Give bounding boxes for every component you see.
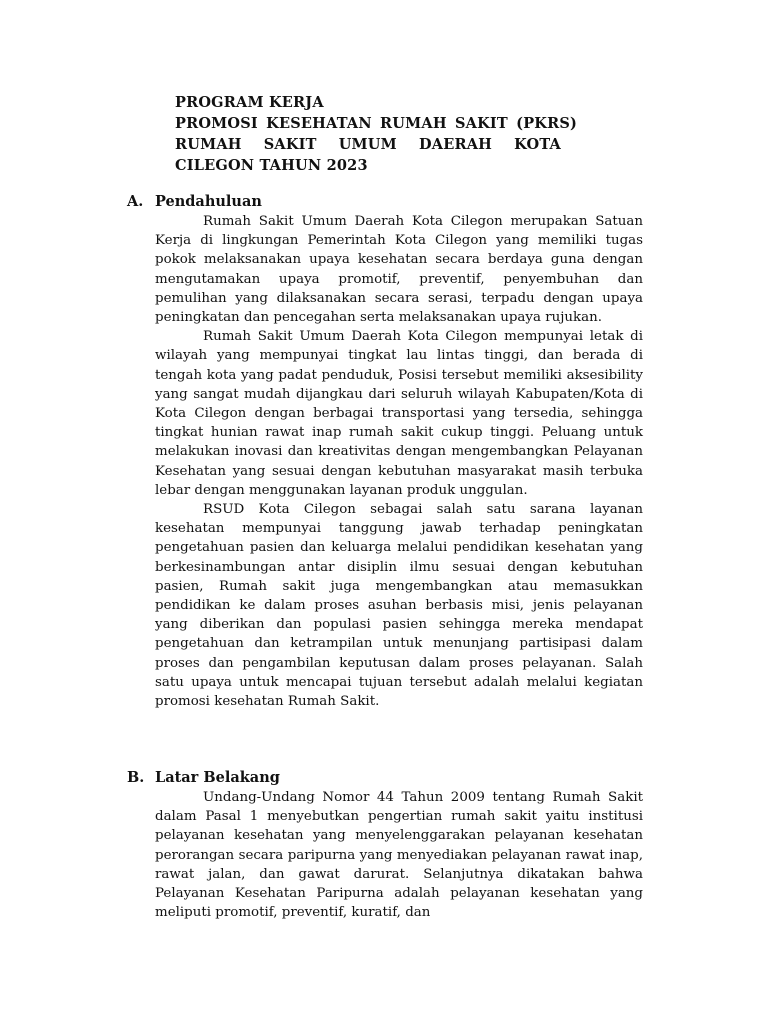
title-line-1: PROGRAM KERJA [175, 94, 324, 111]
section-a-heading [127, 192, 262, 212]
section-a-title: Pendahuluan [155, 193, 262, 210]
section-a-marker: A. [127, 193, 144, 210]
title-line-4: CILEGON TAHUN 2023 [175, 157, 368, 174]
section-b-title: Latar Belakang [155, 769, 280, 786]
document-title [175, 92, 578, 176]
paragraph: RSUD Kota Cilegon sebagai salah satu sarana layanan kesehatan mempunyai tanggung jawab terhadap peningkatan pengetahuan pasien dan keluarga melalui pendidikan kesehatan yang berkesinambungan antar disiplin ilmu sesuai dengan kebutuhan pasien, Rumah sakit juga mengembangkan atau memasukkan pendidikan ke dalam proses asuhan berbasis misi, jenis pelayanan yang diberikan dan populasi pasien sehingga mereka mendapat pengetahuan dan ketrampilan untuk menunjang partisipasi dalam proses dan pengambilan keputusan dalam proses pelayanan. Salah satu upaya untuk mencapai tujuan tersebut adalah melalui kegiatan promosi kesehatan Rumah Sakit. [155, 502, 643, 710]
title-line-3: RUMAH SAKIT UMUM DAERAH KOTA [175, 136, 561, 153]
section-b-heading [127, 768, 280, 788]
section-b-body [155, 788, 643, 922]
section-a-body [155, 212, 643, 711]
title-line-2: PROMOSI KESEHATAN RUMAH SAKIT (PKRS) [175, 115, 578, 132]
section-b-marker: B. [127, 769, 145, 786]
paragraph: Rumah Sakit Umum Daerah Kota Cilegon mempunyai letak di wilayah yang mempunyai tingkat lau lintas tinggi, dan berada di tengah kota yang padat penduduk, Posisi tersebut memiliki aksesibility yang sangat mudah dijangkau dari seluruh wilayah Kabupaten/Kota di Kota Cilegon dengan berbagai transportasi yang tersedia, sehingga tingkat hunian rawat inap rumah sakit cukup tinggi. Peluang untuk melakukan inovasi dan kreativitas dengan mengembangkan Pelayanan Kesehatan yang sesuai dengan kebutuhan masyarakat masih terbuka lebar dengan menggunakan layanan produk unggulan. [155, 329, 643, 498]
paragraph: Rumah Sakit Umum Daerah Kota Cilegon merupakan Satuan Kerja di lingkungan Pemerintah Kota Cilegon yang memiliki tugas pokok melaksanakan upaya kesehatan secara berdaya guna dengan mengutamakan upaya promotif, preventif, penyembuhan dan pemulihan yang dilaksanakan secara serasi, terpadu dengan upaya peningkatan dan pencegahan serta melaksanakan upaya rujukan. [155, 214, 643, 326]
paragraph: Undang-Undang Nomor 44 Tahun 2009 tentang Rumah Sakit dalam Pasal 1 menyebutkan pengertian rumah sakit yaitu institusi pelayanan kesehatan yang menyelenggarakan pelayanan kesehatan perorangan secara paripurna yang menyediakan pelayanan rawat inap, rawat jalan, dan gawat darurat. Selanjutnya dikatakan bahwa Pelayanan Kesehatan Paripurna adalah pelayanan kesehatan yang meliputi promotif, preventif, kuratif, dan [155, 790, 643, 921]
